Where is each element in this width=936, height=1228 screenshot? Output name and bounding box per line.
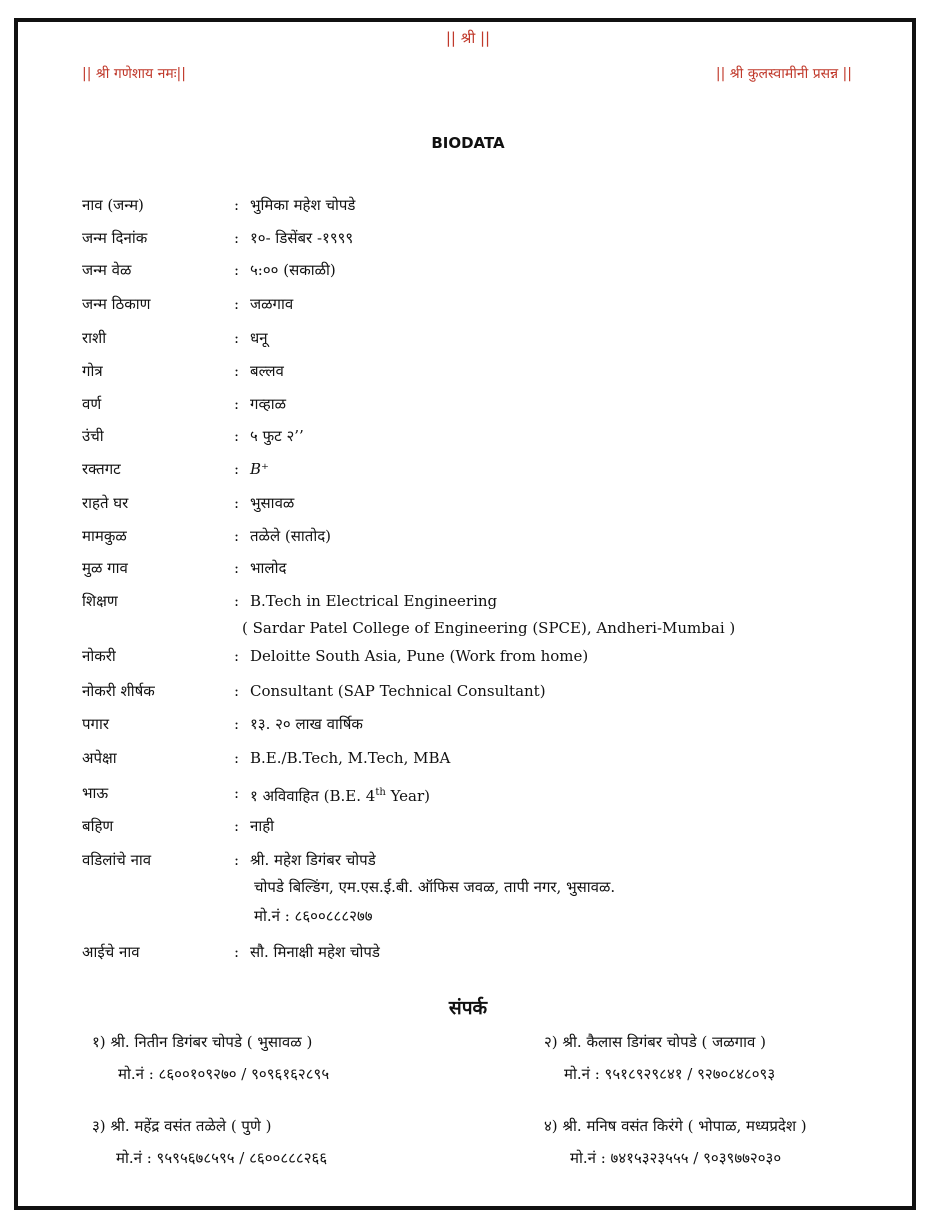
detail-value: ५ फुट २’’ [250, 427, 304, 445]
detail-label: शिक्षण [82, 592, 118, 610]
contact-name-4: ४) श्री. मनिष वसंत किरंगे ( भोपाळ, मध्यप्रदेश ) [544, 1117, 807, 1135]
detail-value: Consultant (SAP Technical Consultant) [250, 682, 546, 700]
detail-label: नोकरी शीर्षक [82, 682, 155, 700]
detail-label: जन्म वेळ [82, 261, 132, 279]
detail-value: भुमिका महेश चोपडे [250, 196, 356, 214]
detail-value: जळगाव [250, 295, 294, 313]
detail-value: भुसावळ [250, 494, 295, 512]
detail-value: गव्हाळ [250, 395, 287, 413]
detail-label: राशी [82, 329, 107, 347]
contact-phone-4: मो.नं : ७४१५३२३५५५ / ९०३९७७२०३० [570, 1149, 782, 1167]
detail-label: जन्म दिनांक [82, 229, 148, 247]
detail-label: उंची [82, 427, 104, 445]
top-invocation: || श्री || [445, 29, 491, 47]
contact-name-1: १) श्री. नितीन डिगंबर चोपडे ( भुसावळ ) [92, 1033, 313, 1051]
detail-label: मुळ गाव [82, 559, 128, 577]
detail-label: मामकुळ [82, 527, 127, 545]
detail-value: नाही [250, 817, 275, 835]
detail-value: तळेले (सातोद) [250, 527, 332, 545]
contact-phone-3: मो.नं : ९५९५६७८५९५ / ८६००८८८२६६ [116, 1149, 328, 1167]
detail-value: १३. २० लाख वार्षिक [250, 715, 363, 733]
contact-phone-1: मो.नं : ८६००१०९२७० / ९०९६१६२८९५ [118, 1065, 330, 1083]
detail-value: सौ. मिनाक्षी महेश चोपडे [250, 943, 380, 961]
education-college: ( Sardar Patel College of Engineering (SPCE), Andheri-Mumbai ) [242, 619, 736, 637]
detail-value: B⁺ [250, 460, 269, 478]
detail-label: अपेक्षा [82, 749, 117, 767]
detail-value: श्री. महेश डिगंबर चोपडे [250, 851, 376, 869]
contacts-heading: संपर्क [448, 997, 488, 1019]
father-phone: मो.नं : ८६००८८८२७७ [254, 907, 373, 925]
detail-label: नोकरी [82, 647, 116, 665]
detail-label: नाव (जन्म) [82, 196, 144, 214]
detail-label: राहते घर [82, 494, 129, 512]
invocation-ganesha: || श्री गणेशाय नमः|| [82, 66, 186, 82]
detail-label: पगार [82, 715, 109, 733]
detail-value: Deloitte South Asia, Pune (Work from home) [250, 647, 589, 665]
detail-label: भाऊ [82, 784, 109, 802]
detail-value: B.Tech in Electrical Engineering [250, 592, 498, 610]
detail-label: गोत्र [82, 362, 103, 380]
contact-name-3: ३) श्री. महेंद्र वसंत तळेले ( पुणे ) [92, 1117, 272, 1135]
detail-label: बहिण [82, 817, 114, 835]
detail-value: बल्लव [250, 362, 284, 380]
detail-value: १ अविवाहित (B.E. 4th Year) [250, 787, 431, 805]
detail-label: वर्ण [82, 395, 102, 413]
invocation-kulswamini: || श्री कुलस्वामीनी प्रसन्न || [715, 66, 852, 82]
detail-value: १०- डिसेंबर -१९९९ [250, 229, 354, 247]
father-address: चोपडे बिल्डिंग, एम.एस.ई.बी. ऑफिस जवळ, तापी नगर, भुसावळ. [254, 878, 616, 896]
detail-label: वडिलांचे नाव [82, 851, 152, 869]
detail-label: रक्तगट [82, 460, 121, 478]
detail-label: जन्म ठिकाण [82, 295, 151, 313]
detail-label: आईचे नाव [82, 943, 140, 961]
contact-phone-2: मो.नं : ९५१८९२९८४१ / ९२७०८४८०९३ [564, 1065, 776, 1083]
document-title: BIODATA [431, 134, 505, 152]
detail-value: धनू [250, 329, 268, 347]
contact-name-2: २) श्री. कैलास डिगंबर चोपडे ( जळगाव ) [544, 1033, 766, 1051]
detail-value: B.E./B.Tech, M.Tech, MBA [250, 749, 451, 767]
detail-value: भालोद [250, 559, 287, 577]
detail-value: ५:०० (सकाळी) [250, 261, 336, 279]
